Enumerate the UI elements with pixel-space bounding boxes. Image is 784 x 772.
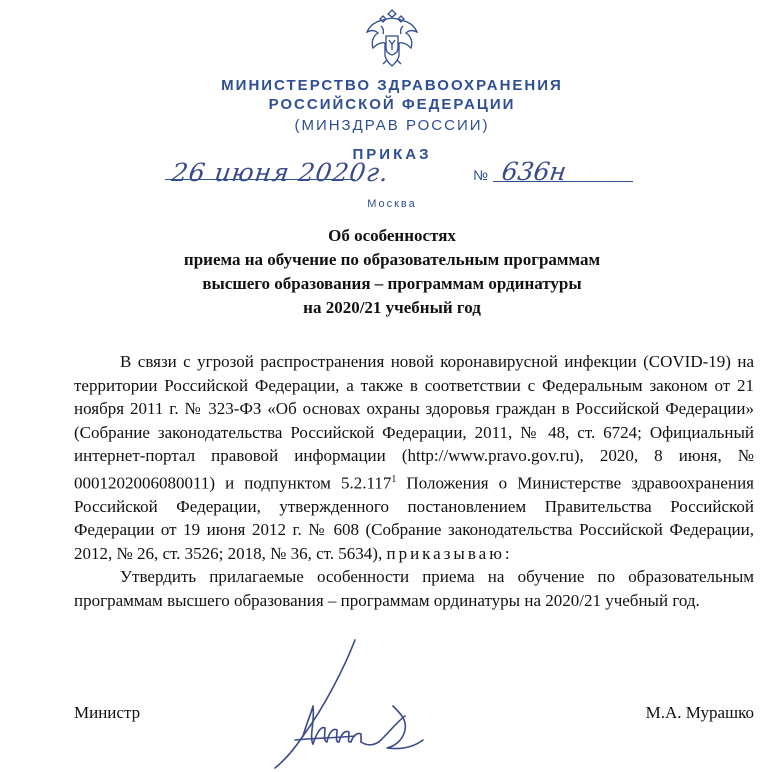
handwritten-signature <box>255 636 435 772</box>
handwritten-number: 636н <box>499 157 569 186</box>
title-line: на 2020/21 учебный год <box>303 298 481 317</box>
preamble-text: В связи с угрозой распространения новой коронавирусной инфекции (COVID-19) на территории Российской Федерации, а также в соответствии с Федеральным законом от 21 ноября 2011 г. № 323-ФЗ «Об основах охраны здоровья граждан в Российской Федерации» (Собрание законодательства Российской Федерации, 2011, № 48, ст. 6724; Официальный интернет-портал правовой информации (http://www.pravo.gov.ru), 2020, 8 июня, № 0001202006080011) и подпунктом 5.2.117 <box>74 352 754 493</box>
document-body <box>74 350 754 612</box>
ministry-short-name: (МИНЗДРАВ РОССИИ) <box>294 117 490 134</box>
order-word: приказываю: <box>386 543 513 563</box>
coat-of-arms-icon <box>361 6 423 70</box>
ministry-name-line2: РОССИЙСКОЙ ФЕДЕРАЦИИ <box>268 96 516 113</box>
title-line: приема на обучение по образовательным программам <box>183 250 601 269</box>
handwritten-date: 26 июня 2020г. <box>169 158 392 187</box>
title-line: Об особенностях <box>328 226 456 245</box>
document-title <box>0 224 784 320</box>
title-line: высшего образования – программам ординатуры <box>202 274 582 293</box>
document-type: ПРИКАЗ <box>352 146 432 163</box>
number-label: № <box>473 167 489 183</box>
number-underline <box>493 181 633 182</box>
order-paragraph: Утвердить прилагаемые особенности приема на обучение по образовательным программам высшего образования – программам ординатуры на 2020/21 учебный год. <box>74 567 754 610</box>
signatory-position: Министр <box>74 703 141 722</box>
preamble-paragraph <box>74 350 754 565</box>
preamble-text-rest: Положения о Министерстве здравоохранения Российской Федерации, утвержденного постановлением Правительства Российской Федерации от 19 июня 2012 г. № 608 (Собрание законодательства Российской Федерации, 2012, № 26, ст. 3526; 2018, № 36, ст. 5634), <box>74 473 754 563</box>
signatory-name: М.А. Мурашко <box>645 703 754 722</box>
footnote-marker: 1 <box>391 473 397 485</box>
date-underline <box>165 179 355 180</box>
city: Москва <box>367 198 417 210</box>
ministry-name-line1: МИНИСТЕРСТВО ЗДРАВООХРАНЕНИЯ <box>221 77 563 94</box>
